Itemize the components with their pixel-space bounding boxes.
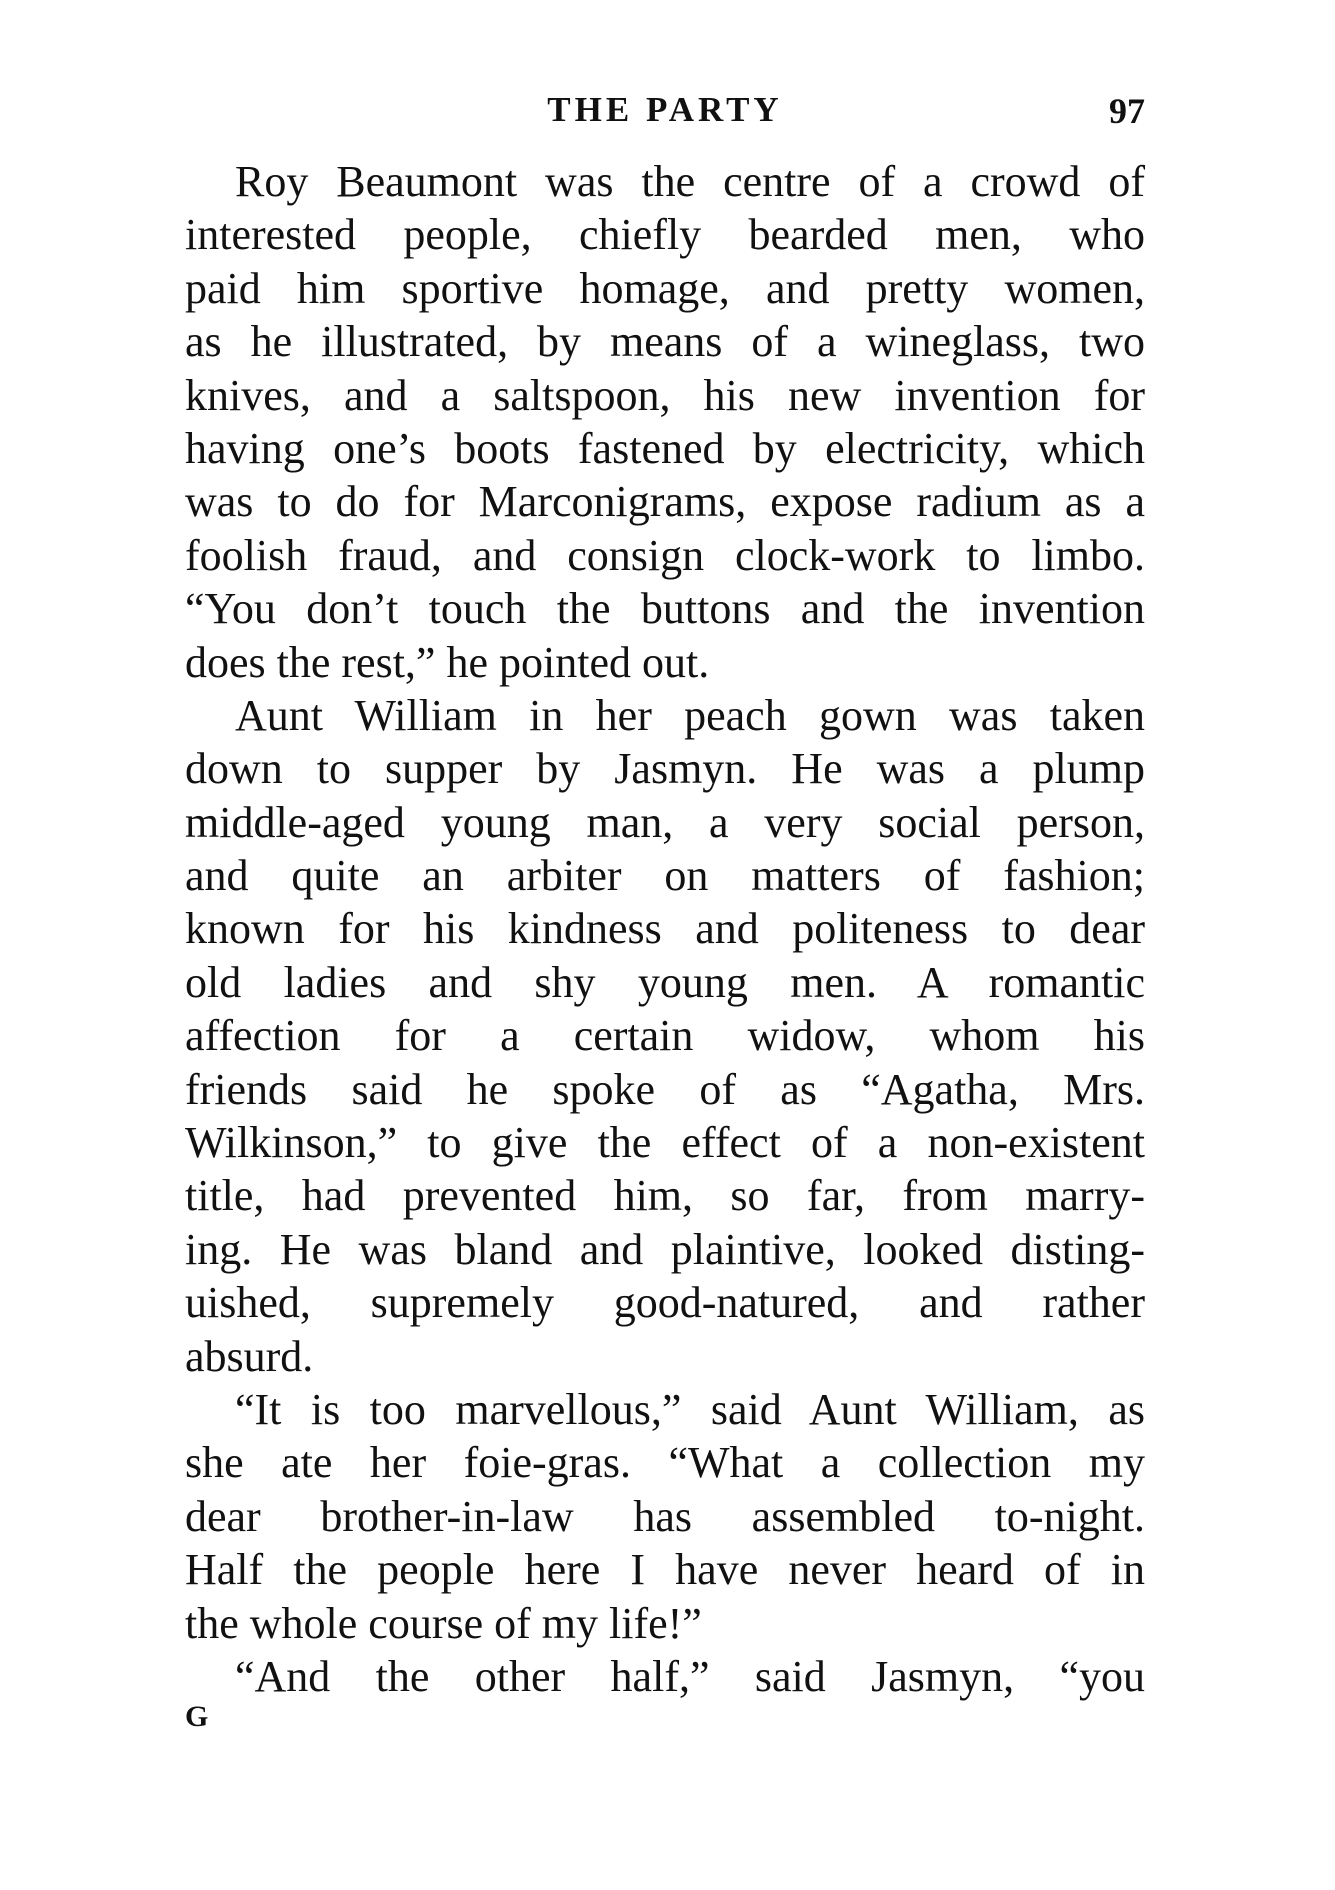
paragraph	[185, 155, 1145, 689]
text-line: Aunt William in her peach gown was taken	[235, 690, 1145, 740]
running-title: THE PARTY	[547, 90, 783, 129]
text-line: Half the people here I have never heard of in	[185, 1545, 1145, 1595]
running-head	[185, 90, 1145, 140]
text-line: uished, supremely good-natured, and rather	[185, 1278, 1145, 1328]
text-line: as he illustrated, by means of a wineglass, two	[185, 317, 1145, 367]
signature-mark: G	[185, 1700, 209, 1733]
text-line: “You don’t touch the buttons and the invention	[185, 584, 1145, 634]
paragraph	[185, 1650, 1145, 1703]
text-line: having one’s boots fastened by electricity, which	[185, 423, 1145, 473]
text-line: foolish fraud, and consign clock-work to limbo.	[185, 530, 1145, 580]
text-line: and quite an arbiter on matters of fashion;	[185, 851, 1145, 901]
text-line: paid him sportive homage, and pretty women,	[185, 263, 1145, 313]
text-line: the whole course of my life!”	[185, 1598, 702, 1648]
text-line: absurd.	[185, 1331, 314, 1381]
text-line: friends said he spoke of as “Agatha, Mrs.	[185, 1064, 1145, 1114]
text-line: interested people, chiefly bearded men, who	[185, 210, 1145, 260]
text-line: known for his kindness and politeness to dear	[185, 904, 1145, 954]
text-line: title, had prevented him, so far, from marry-	[185, 1171, 1145, 1221]
paragraph	[185, 1383, 1145, 1650]
text-line: dear brother-in-law has assembled to-night.	[185, 1491, 1145, 1541]
body-text	[185, 155, 1145, 1703]
text-line: knives, and a saltspoon, his new invention for	[185, 370, 1145, 420]
page-number: 97	[1109, 91, 1145, 131]
text-line: was to do for Marconigrams, expose radium as a	[185, 477, 1145, 527]
text-line: affection for a certain widow, whom his	[185, 1011, 1145, 1061]
text-line: ing. He was bland and plaintive, looked disting-	[185, 1224, 1145, 1274]
paragraph	[185, 689, 1145, 1383]
text-line: Roy Beaumont was the centre of a crowd of	[235, 157, 1145, 206]
text-line: down to supper by Jasmyn. He was a plump	[185, 744, 1145, 794]
text-line: does the rest,” he pointed out.	[185, 637, 710, 687]
text-line: she ate her foie-gras. “What a collection my	[185, 1438, 1145, 1488]
text-line: “And the other half,” said Jasmyn, “you	[235, 1651, 1145, 1701]
text-line: middle-aged young man, a very social person,	[185, 797, 1145, 847]
text-line: old ladies and shy young men. A romantic	[185, 957, 1145, 1007]
text-line: “It is too marvellous,” said Aunt William, as	[235, 1384, 1145, 1434]
text-line: Wilkinson,” to give the effect of a non-existent	[185, 1118, 1145, 1168]
